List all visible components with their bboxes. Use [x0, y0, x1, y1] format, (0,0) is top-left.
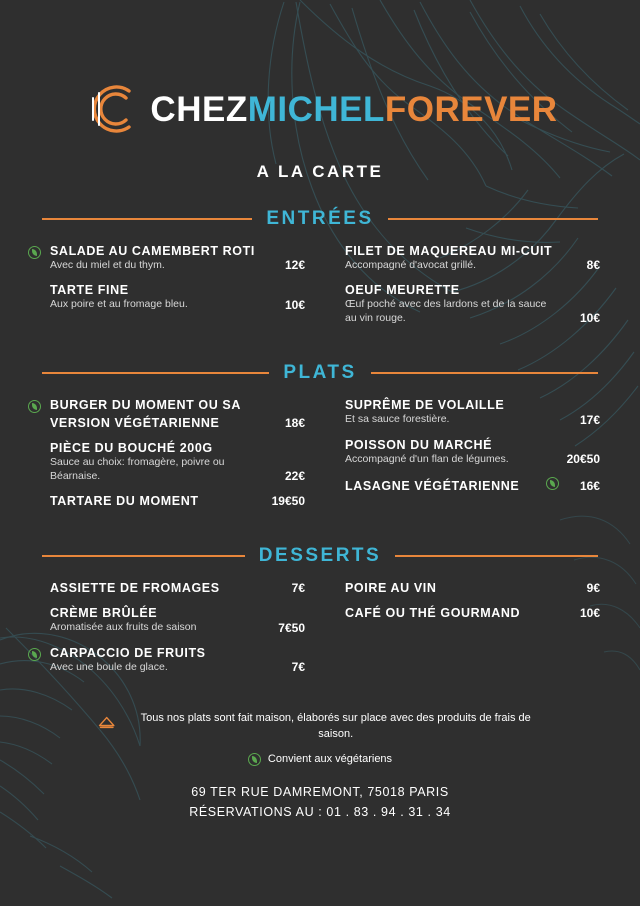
- menu-column-left: [28, 398, 305, 519]
- vegetarian-icon: [546, 477, 559, 495]
- menu-item-name: TARTARE DU MOMENT: [50, 494, 199, 509]
- section-items-grid: [0, 384, 640, 519]
- menu-item-name-line2: VERSION VÉGÉTARIENNE: [50, 416, 220, 431]
- section-header: [0, 208, 640, 230]
- vegetarian-icon: [248, 753, 261, 766]
- menu-item-description: Avec du miel et du thym.: [50, 259, 165, 271]
- vegetarian-icon: [28, 648, 41, 666]
- vegetarian-note: Convient aux végétariens: [267, 753, 393, 766]
- menu-item-description: Et sa sauce forestière.: [345, 413, 450, 426]
- menu-item: [28, 244, 305, 272]
- menu-column-right: [323, 244, 600, 336]
- menu-item-price: 17€: [579, 412, 600, 427]
- menu-item-description: Aux poire et au fromage bleu.: [50, 298, 188, 311]
- menu-item-name: CRÈME BRÛLÉE: [50, 606, 158, 621]
- chef-hat-icon: [96, 711, 117, 733]
- menu-column-left: [28, 244, 305, 336]
- menu-item-name: CARPACCIO DE FRUITS: [50, 645, 206, 660]
- section-rule-right: [388, 218, 598, 220]
- menu-item: [323, 606, 600, 620]
- logo-wordmark: [150, 89, 558, 129]
- menu-item-price: 16€: [579, 479, 600, 494]
- logo-word-forever: FOREVER: [384, 89, 558, 129]
- menu-item-description: Avec une boule de glace.: [50, 660, 168, 673]
- menu-subtitle: A LA CARTE: [256, 162, 384, 181]
- menu-item: [28, 581, 305, 595]
- menu-item: [28, 398, 305, 430]
- section-rule-right: [395, 555, 598, 557]
- menu-item: [28, 606, 305, 634]
- menu-item-price: 19€50: [271, 494, 305, 509]
- menu-item-price: 20€50: [566, 452, 600, 467]
- menu-item-price: 10€: [284, 297, 305, 312]
- logo-word-michel: MICHEL: [247, 89, 385, 129]
- menu-item: [28, 283, 305, 311]
- menu-item: [323, 581, 600, 595]
- menu-column-left: [28, 581, 305, 685]
- menu-item-name: POIRE AU VIN: [345, 581, 437, 596]
- section-header: [0, 545, 640, 567]
- menu-sections: [0, 208, 640, 685]
- menu-item: [323, 438, 600, 466]
- menu-item: [323, 398, 600, 426]
- swirl-c-icon: [82, 78, 144, 140]
- menu-item-name: LASAGNE VÉGÉTARIENNE: [345, 479, 520, 494]
- menu-item: [323, 477, 600, 495]
- menu-footer: [0, 711, 640, 822]
- menu-item-price: 8€: [586, 258, 600, 273]
- menu-item-name: SALADE AU CAMEMBERT ROTI: [50, 244, 255, 258]
- menu-item-price: 7€50: [278, 620, 305, 635]
- menu-item-description: Accompagné d'un flan de légumes.: [345, 452, 509, 465]
- section-title: DESSERTS: [258, 545, 382, 567]
- logo-word-chez: CHEZ: [150, 89, 248, 129]
- restaurant-address: 69 TER RUE DAMREMONT, 75018 PARIS: [191, 784, 449, 799]
- menu-item-price: 12€: [284, 258, 305, 273]
- section-rule-right: [371, 372, 598, 374]
- menu-item-name: PIÈCE DU BOUCHÉ 200G: [50, 441, 213, 456]
- menu-item: [323, 244, 600, 272]
- section-title: PLATS: [283, 362, 357, 384]
- menu-item-name: BURGER DU MOMENT OU SA: [50, 398, 241, 413]
- menu-item-name: ASSIETTE DE FROMAGES: [50, 581, 220, 596]
- menu-item-price: 10€: [579, 311, 600, 326]
- menu-item-name: TARTE FINE: [50, 283, 129, 298]
- menu-item-name: FILET DE MAQUEREAU MI-CUIT: [345, 244, 553, 258]
- section-items-grid: [0, 230, 640, 336]
- section-title: ENTRÉES: [266, 208, 374, 229]
- menu-item-price: 22€: [284, 469, 305, 484]
- vegetarian-icon: [28, 400, 41, 418]
- menu-item-price: 10€: [579, 606, 600, 621]
- menu-column-right: [323, 398, 600, 519]
- menu-item: [28, 646, 305, 674]
- menu-item-description: Accompagné d'avocat grillé.: [345, 259, 476, 271]
- section-rule-left: [42, 555, 245, 557]
- menu-item-description: Sauce au choix: fromagère, poivre ou Béarnaise.: [50, 456, 225, 482]
- vegetarian-icon: [28, 246, 41, 264]
- reservation-phone: RÉSERVATIONS AU : 01 . 83 . 94 . 31 . 34: [189, 804, 451, 819]
- menu-item-name: CAFÉ OU THÉ GOURMAND: [345, 606, 521, 621]
- section-header: [0, 362, 640, 384]
- restaurant-logo: [0, 0, 640, 182]
- menu-item-description: Œuf poché avec des lardons et de la sauce au vin rouge.: [345, 298, 547, 324]
- menu-item-price: 7€: [291, 581, 305, 596]
- menu-item: [323, 283, 600, 325]
- menu-item-price: 9€: [586, 581, 600, 596]
- section-rule-left: [42, 218, 252, 220]
- menu-item: [28, 441, 305, 483]
- section-items-grid: [0, 567, 640, 685]
- menu-item-description: Aromatisée aux fruits de saison: [50, 621, 197, 634]
- menu-item-price: 18€: [284, 416, 305, 431]
- menu-item-name: OEUF MEURETTE: [345, 283, 460, 298]
- menu-item: [28, 494, 305, 508]
- section-rule-left: [42, 372, 269, 374]
- menu-item-price: 7€: [291, 660, 305, 675]
- house-made-note: Tous nos plats sont fait maison, élaborés sur place avec des produits de frais de saison.: [140, 712, 531, 740]
- menu-column-right: [323, 581, 600, 685]
- menu-item-name: POISSON DU MARCHÉ: [345, 437, 493, 452]
- menu-item-name: SUPRÊME DE VOLAILLE: [345, 398, 505, 413]
